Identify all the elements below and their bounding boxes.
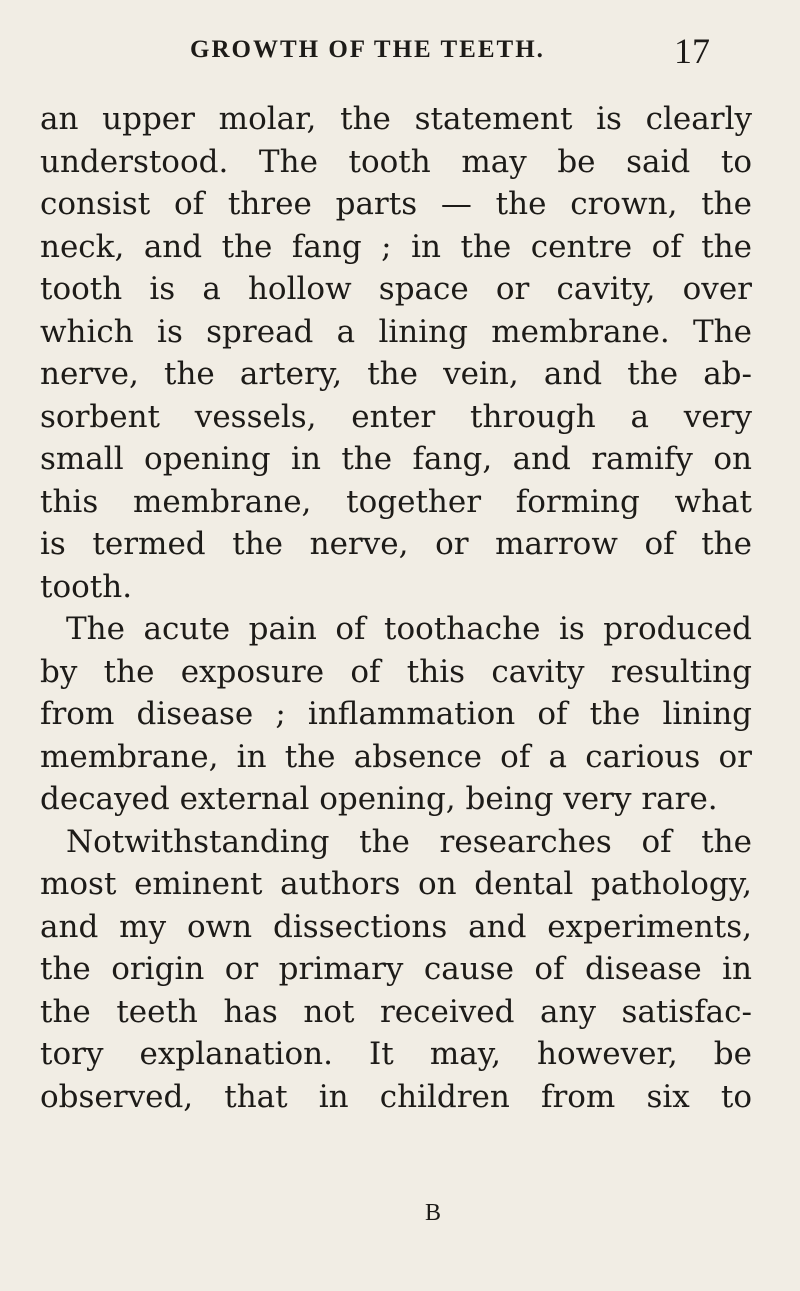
signature-mark: B [425, 1200, 442, 1226]
running-head [190, 30, 710, 70]
text-line: the teeth has not received any satisfac- [40, 993, 752, 1030]
text-line: membrane, in the absence of a carious or [40, 738, 752, 775]
text-line: The acute pain of toothache is produced [66, 611, 752, 647]
text-line: and my own dissections and experiments, [40, 908, 752, 945]
text-line: consist of three parts — the crown, the [40, 186, 752, 222]
text-line: tooth. [40, 568, 133, 605]
text-line: from disease ; inflammation of the lining [40, 696, 752, 732]
text-line: Notwithstanding the researches of the [66, 823, 752, 860]
text-line: tory explanation. It may, however, be [40, 1036, 752, 1072]
text-line: tooth is a hollow space or cavity, over [40, 271, 752, 307]
page-number: 17 [674, 31, 710, 71]
text-line: an upper molar, the statement is clearly [40, 101, 752, 137]
text-line: sorbent vessels, enter through a very [40, 398, 752, 435]
text-line: observed, that in children from six to [40, 1078, 752, 1115]
text-line: nerve, the artery, the vein, and the ab- [40, 356, 752, 392]
text-line: by the exposure of this cavity resulting [40, 653, 752, 690]
text-line: is termed the nerve, or marrow of the [40, 526, 752, 562]
body-text [40, 98, 752, 1118]
text-line: most eminent authors on dental pathology, [40, 866, 752, 902]
text-line: neck, and the fang ; in the centre of the [40, 228, 752, 265]
text-line: this membrane, together forming what [40, 483, 752, 520]
text-line: the origin or primary cause of disease in [40, 951, 752, 987]
text-line: decayed external opening, being very rare. [40, 781, 718, 817]
text-line: small opening in the fang, and ramify on [40, 441, 752, 477]
text-line: which is spread a lining membrane. The [40, 313, 752, 350]
running-head-title: GROWTH OF THE TEETH. [190, 36, 545, 63]
text-line: understood. The tooth may be said to [40, 143, 752, 180]
